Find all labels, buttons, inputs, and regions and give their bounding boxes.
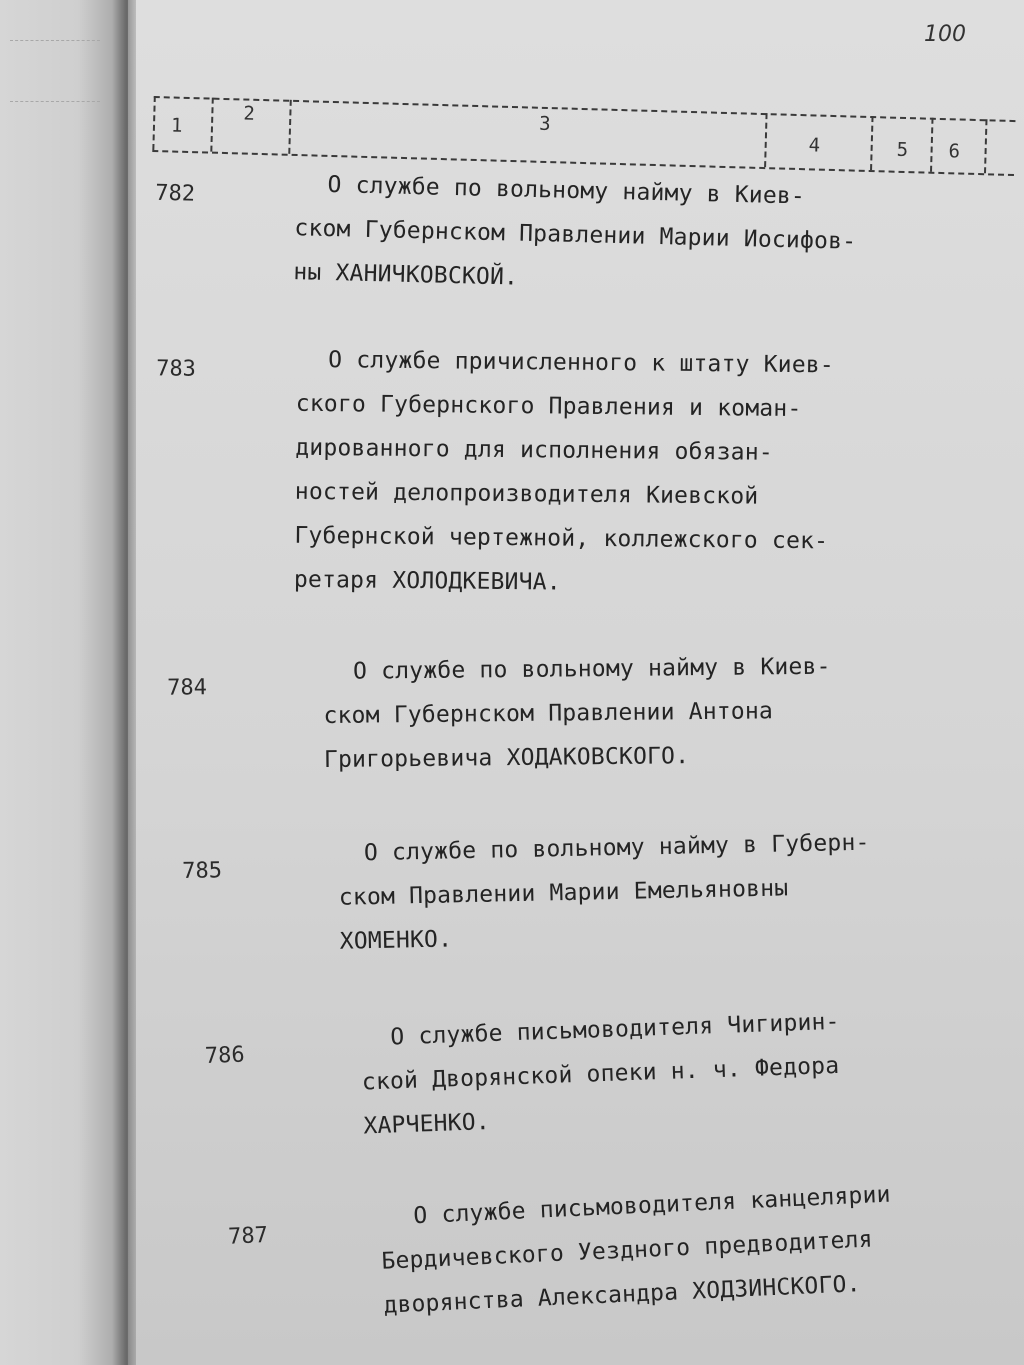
- entry-line: Григорьевича ХОДАКОВСКОГО.: [323, 743, 690, 773]
- entry-line: ретаря ХОЛОДКЕВИЧА.: [293, 566, 561, 596]
- entry-line: ны ХАНИЧКОВСКОЙ.: [293, 259, 519, 291]
- column-label-3: 3: [538, 112, 551, 136]
- entry-number: 785: [182, 858, 223, 885]
- entry-number: 783: [156, 356, 197, 382]
- entry-number: 782: [154, 180, 196, 207]
- entry-line: ском Правлении Марии Емельяновны: [338, 875, 789, 911]
- entry-description: [294, 338, 834, 608]
- entry-line: О службе письмоводителя канцелярии: [412, 1181, 892, 1230]
- column-label-6: 6: [948, 140, 961, 163]
- entry-number: 787: [227, 1222, 269, 1250]
- column-label-2: 2: [243, 102, 256, 125]
- entry-line: дированного для исполнения обязан-: [295, 434, 774, 466]
- facing-page: [0, 0, 130, 1365]
- entry-line: ского Губернского Правления и коман-: [295, 390, 802, 423]
- column-label-4: 4: [808, 134, 821, 157]
- entry-description: [379, 1173, 896, 1328]
- entry-line: О службе по вольному найму в Губерн-: [363, 829, 870, 867]
- entry-number: 786: [204, 1042, 246, 1069]
- page-number: 100: [924, 22, 966, 47]
- entry-description: [293, 162, 858, 308]
- entry-line: ском Губернском Правлении Антона: [323, 698, 774, 729]
- entry-description: [323, 645, 832, 782]
- entry-description: [360, 1000, 844, 1149]
- entry-line: О службе по вольному найму в Киев-: [327, 171, 806, 210]
- entry-line: О службе письмоводителя Чигирин-: [389, 1008, 841, 1051]
- entry-line: О службе причисленного к штату Киев-: [328, 347, 835, 379]
- entry-line: О службе по вольному найму в Киев-: [352, 653, 831, 685]
- column-label-5: 5: [896, 138, 909, 162]
- entry-line: Губернской чертежной, коллежского сек-: [294, 522, 829, 555]
- entry-line: ХАРЧЕНКО.: [363, 1109, 491, 1140]
- entry-line: ностей делопроизводителя Киевской: [294, 478, 759, 510]
- entry-line: ХОМЕНКО.: [339, 926, 453, 955]
- entry-line: Бердичевского Уездного предводителя: [380, 1226, 874, 1275]
- entry-line: ском Губернском Правлении Марии Иосифов-: [294, 215, 857, 255]
- entry-list: [128, 0, 1024, 1365]
- column-label-1: 1: [170, 114, 183, 137]
- document-page: [128, 0, 1024, 1365]
- facing-page-stitching: [10, 40, 100, 102]
- entry-line: ской Дворянской опеки н. ч. Федора: [361, 1052, 840, 1096]
- entry-number: 784: [167, 675, 208, 701]
- entry-description: [337, 821, 871, 964]
- book-gutter-shadow: [112, 0, 136, 1365]
- entry-line: дворянства Александра ХОДЗИНСКОГО.: [382, 1271, 862, 1319]
